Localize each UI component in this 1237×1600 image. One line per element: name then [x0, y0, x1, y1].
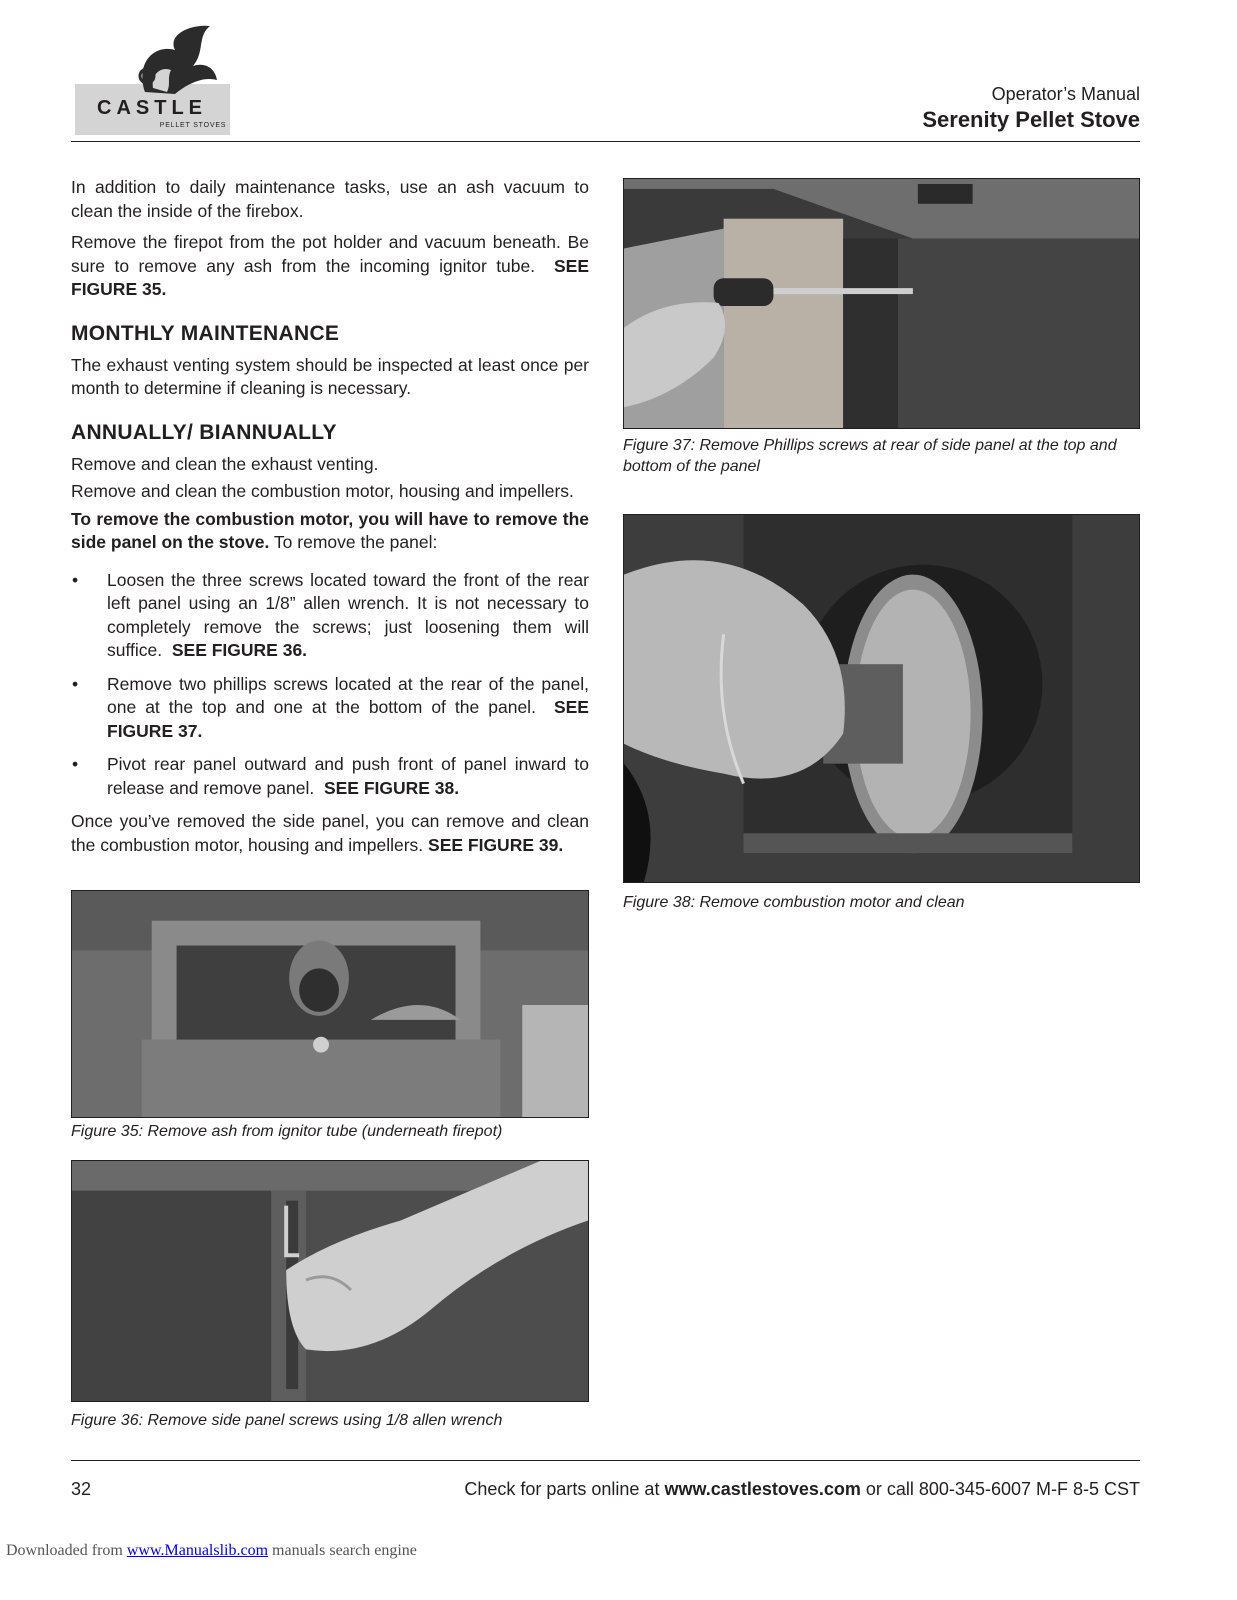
paragraph-remove-panel: [71, 508, 589, 555]
remove-panel-tail: To remove the panel:: [269, 532, 438, 552]
figure38-caption: Figure 38: Remove combustion motor and clean: [623, 894, 965, 911]
footer-divider: [71, 1460, 1140, 1461]
step-text: Loosen the three screws located toward the front of the rear left panel using an 1/8” allen wrench. It is not necessary to completely remove the screws; just loosening them will suffice.: [107, 569, 589, 660]
bullet-icon: •: [72, 569, 79, 590]
logo-subtext: PELLET STOVES: [159, 122, 227, 129]
figure39-ref: SEE FIGURE 39.: [428, 834, 564, 855]
download-notice: [6, 1542, 417, 1560]
firepot-text: Remove the firepot from the pot holder and vacuum beneath. Be sure to remove any ash from the incoming ignitor tube.: [71, 232, 589, 276]
figure35-ref: SEE FIGURE 35.: [71, 255, 589, 299]
step-figure-ref: SEE FIGURE 36.: [171, 640, 308, 660]
figure37-caption: Figure 37: Remove Phillips screws at rear of side panel at the top and bottom of the panel: [623, 437, 1117, 475]
figure35-caption: Figure 35: Remove ash from ignitor tube (underneath firepot): [71, 1123, 503, 1140]
paragraph-conclusion: [71, 810, 589, 857]
step-text: Pivot rear panel outward and push front of panel inward to release and remove panel.: [107, 754, 589, 798]
paragraph-monthly: The exhaust venting system should be inspected at least once per month to determine if cleaning is necessary.: [71, 354, 589, 398]
step-figure-ref: SEE FIGURE 37.: [107, 697, 589, 741]
figure36-photo: [71, 1160, 589, 1402]
left-text-column: [71, 176, 589, 865]
steps-list: [71, 569, 589, 801]
list-item: [71, 569, 589, 663]
remove-motor-bold: To remove the combustion motor, you will have to remove the side panel on the stove.: [71, 508, 589, 552]
figure38-photo: [623, 514, 1140, 883]
paragraph-firepot: [71, 231, 589, 302]
list-item: [71, 673, 589, 744]
figure36-caption: Figure 36: Remove side panel screws using 1/8 allen wrench: [71, 1412, 503, 1429]
manual-title: Serenity Pellet Stove: [922, 107, 1140, 132]
footer-phone: or call 800-345-6007 M-F 8-5 CST: [860, 1479, 1140, 1499]
step-figure-ref: SEE FIGURE 38.: [323, 777, 460, 798]
page-number: 32: [71, 1479, 92, 1499]
footer-contact: [464, 1479, 1140, 1500]
download-prefix: Downloaded from: [6, 1542, 127, 1559]
step-text: Remove two phillips screws located at the rear of the panel, one at the top and one at the bottom of the panel.: [107, 673, 589, 717]
paragraph-daily: In addition to daily maintenance tasks, use an ash vacuum to clean the inside of the firebox.: [71, 177, 589, 221]
bullet-icon: •: [72, 673, 79, 694]
heading-monthly: MONTHLY MAINTENANCE: [71, 321, 340, 345]
list-item: [71, 753, 589, 800]
heading-annually: ANNUALLY/ BIANNUALLY: [71, 420, 337, 444]
download-suffix: manuals search engine: [268, 1542, 417, 1559]
manual-subtitle: Operator’s Manual: [991, 84, 1140, 104]
figure35-photo: [71, 890, 589, 1118]
paragraph-annual-venting: Remove and clean the exhaust venting.: [71, 453, 379, 474]
conclusion-text: Once you’ve removed the side panel, you can remove and clean the combustion motor, housing and impellers.: [71, 811, 589, 855]
footer-website: www.castlestoves.com: [664, 1479, 861, 1499]
footer-prefix: Check for parts online at: [464, 1479, 665, 1499]
castle-logo: [75, 22, 230, 135]
paragraph-annual-motor: Remove and clean the combustion motor, housing and impellers.: [71, 481, 574, 501]
manualslib-link[interactable]: www.Manualslib.com: [126, 1542, 269, 1559]
bullet-icon: •: [72, 754, 79, 774]
figure37-photo: [623, 178, 1140, 429]
logo-text: CASTLE: [97, 97, 207, 119]
header-divider: [71, 141, 1140, 142]
